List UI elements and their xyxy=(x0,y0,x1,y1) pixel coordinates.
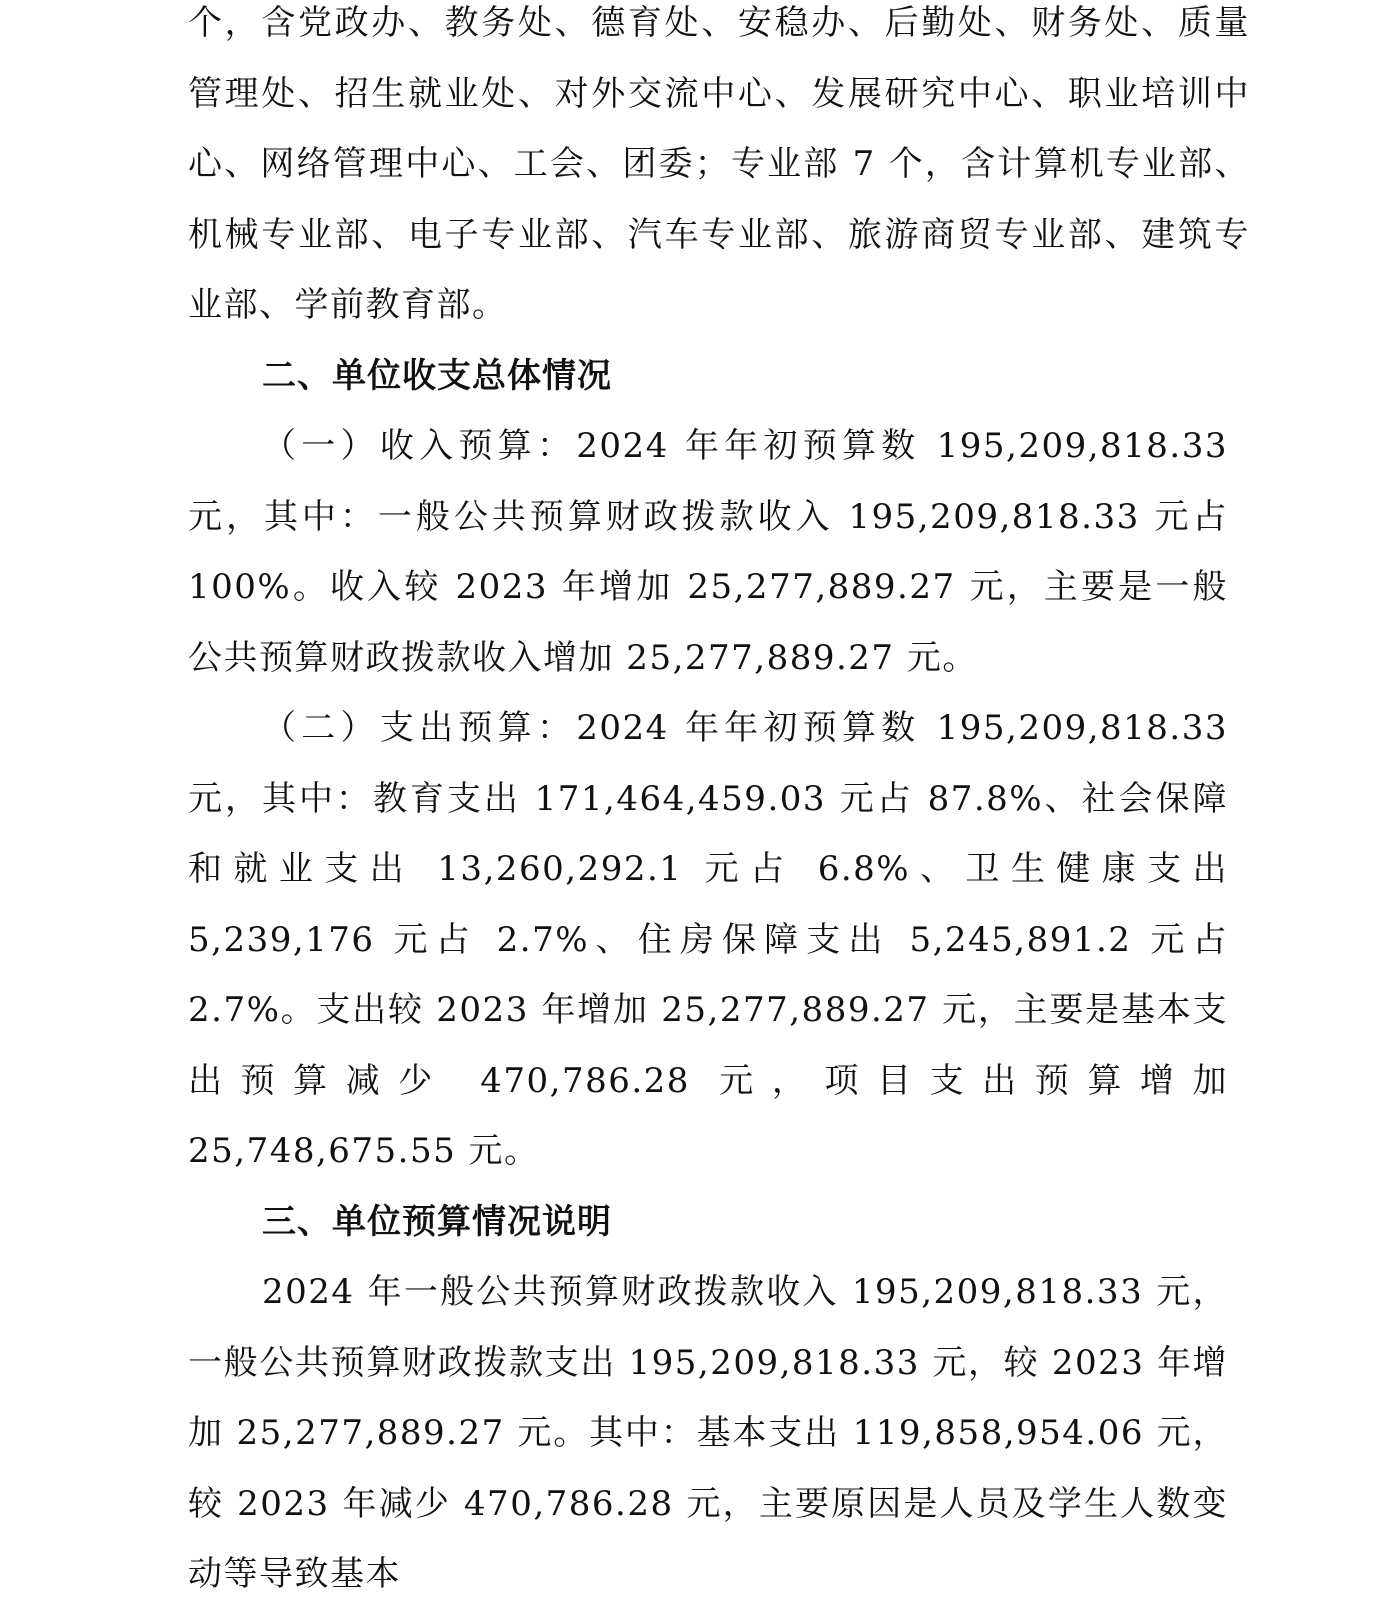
paragraph-organization: 个，含党政办、教务处、德育处、安稳办、后勤处、财务处、质量管理处、招生就业处、对外交流中心、发展研究中心、职业培训中心、网络管理中心、工会、团委；专业部 7 个，含计算机专业部、机械专业部、电子专业部、汽车专业部、旅游商贸专业部、建筑专业部、学前教育部。 xyxy=(188,3,1250,325)
paragraph-expense-budget: （二）支出预算：2024 年年初预算数 195,209,818.33 元，其中：教育支出 171,464,459.03 元占 87.8%、社会保障和就业支出 13,260,292.1 元占 6.8%、卫生健康支出 5,239,176 元占 2.7%、住房保障支出 5,245,891.2 元占 2.7%。支出较 2023 年增加 25,277,889.27 元，主要是基本支出预算减少 470,786.28 元，项目支出预算增加 25,748,675.55 元。 xyxy=(188,708,1228,1171)
document-page xyxy=(188,0,1250,1610)
section-heading-3: 三、单位预算情况说明 xyxy=(262,1201,612,1242)
section-heading-2: 二、单位收支总体情况 xyxy=(262,355,612,396)
paragraph-income-budget: （一）收入预算：2024 年年初预算数 195,209,818.33 元，其中：一般公共预算财政拨款收入 195,209,818.33 元占 100%。收入较 2023 年增加 25,277,889.27 元，主要是一般公共预算财政拨款收入增加 25,277,889.27 元。 xyxy=(188,426,1228,678)
paragraph-budget-explanation: 2024 年一般公共预算财政拨款收入 195,209,818.33 元，一般公共预算财政拨款支出 195,209,818.33 元，较 2023 年增加 25,277,889.27 元。其中：基本支出 119,858,954.06 元，较 2023 年减少 470,786.28 元，主要原因是人员及学生人数变动等导致基本 xyxy=(188,1272,1228,1594)
